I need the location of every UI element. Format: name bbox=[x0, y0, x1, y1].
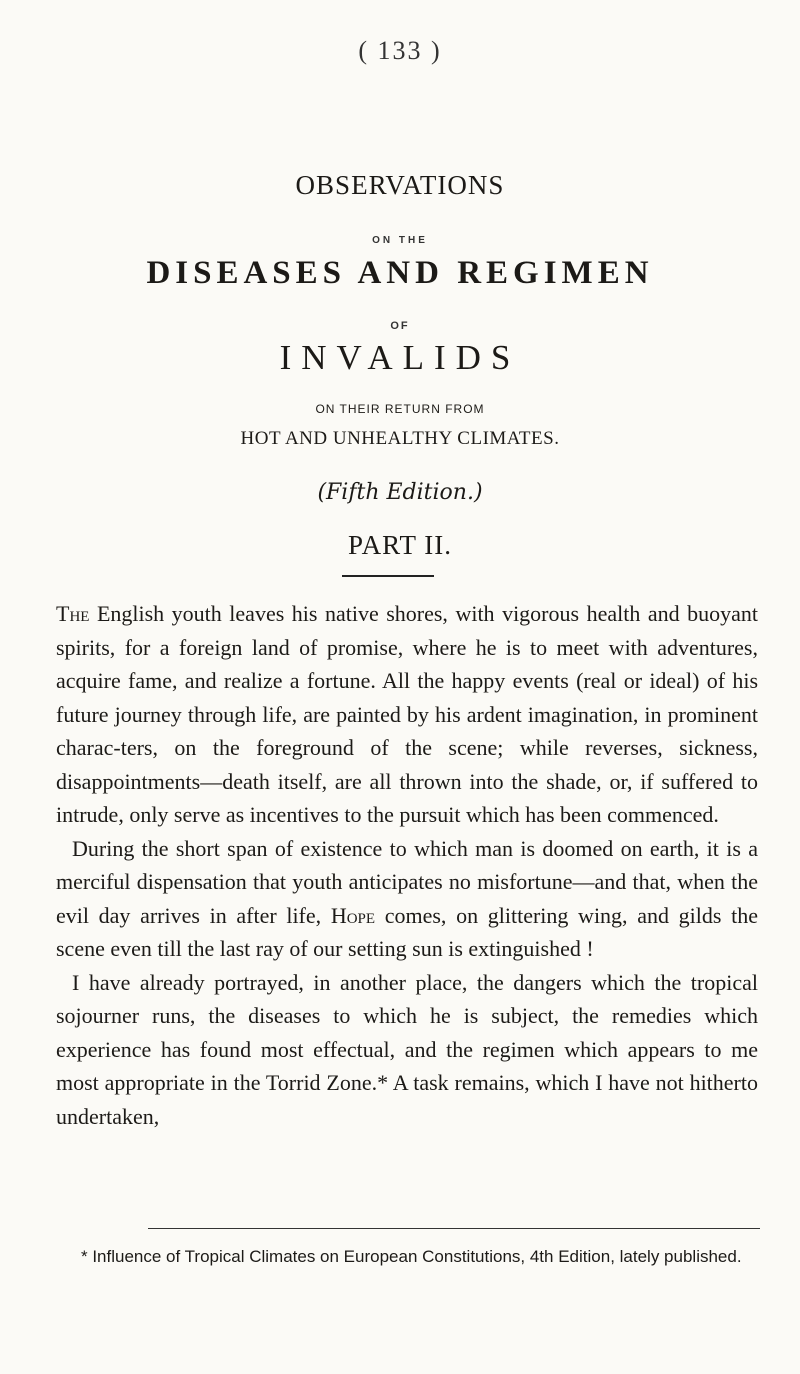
page-number: ( 133 ) bbox=[358, 36, 442, 65]
paragraph-1-text: English youth leaves his native shores, with vigorous health and buoyant spirits, for a foreign land of promise, where he is to meet with adventures, acquire fame, and realize a fortune. All the happy events (real or ideal) of his future journey through life, are painted by his ardent imagination, in prominent charac-ters, on the foreground of the scene; while reverses, sickness, disappointments—death itself, are all thrown into the shade, or, if suffered to intrude, only serve as incentives to the pursuit which has been commenced. bbox=[56, 601, 758, 827]
paragraph-1 bbox=[56, 597, 758, 832]
title-invalids: INVALIDS bbox=[279, 338, 521, 377]
paragraph-3 bbox=[56, 966, 758, 1134]
title-of: OF bbox=[390, 320, 410, 332]
footnote-rule bbox=[148, 1228, 760, 1229]
part-heading: PART II. bbox=[348, 530, 452, 560]
heading-rule bbox=[342, 575, 434, 577]
paragraph-2 bbox=[56, 832, 758, 966]
title-observations: OBSERVATIONS bbox=[295, 170, 505, 200]
paragraph-2-text-b: comes, on glittering wing, and gilds the scene even till the last ray of our setting sun is extinguished ! bbox=[56, 902, 758, 961]
dropcap-word: The bbox=[56, 601, 90, 626]
paragraph-2-text-a: During the short span of existence to which man is doomed on earth, it is a merciful dispensation that youth anticipates no misfortune—and that, when the evil day arrives in after life, bbox=[56, 835, 758, 928]
paragraph-3-text: I have already portrayed, in another place, the dangers which the tropical sojourner runs, the diseases to which he is subject, the remedies which experience has found most effectual, and the regimen which appears to me most appropriate in the Torrid Zone.* A task remains, which I have not hitherto undertaken, bbox=[56, 969, 758, 1129]
body-text bbox=[56, 597, 758, 1133]
title-on-the: ON THE bbox=[372, 235, 428, 246]
hope-word: Hope bbox=[330, 902, 376, 928]
edition-label: (Fifth Edition.) bbox=[317, 480, 483, 505]
title-diseases-regimen: DISEASES AND REGIMEN bbox=[146, 255, 654, 291]
title-on-their-return: ON THEIR RETURN FROM bbox=[315, 402, 485, 416]
footnote: * Influence of Tropical Climates on European Constitutions, 4th Edition, lately published. bbox=[81, 1247, 742, 1266]
title-hot-climates: HOT AND UNHEALTHY CLIMATES. bbox=[240, 428, 560, 449]
